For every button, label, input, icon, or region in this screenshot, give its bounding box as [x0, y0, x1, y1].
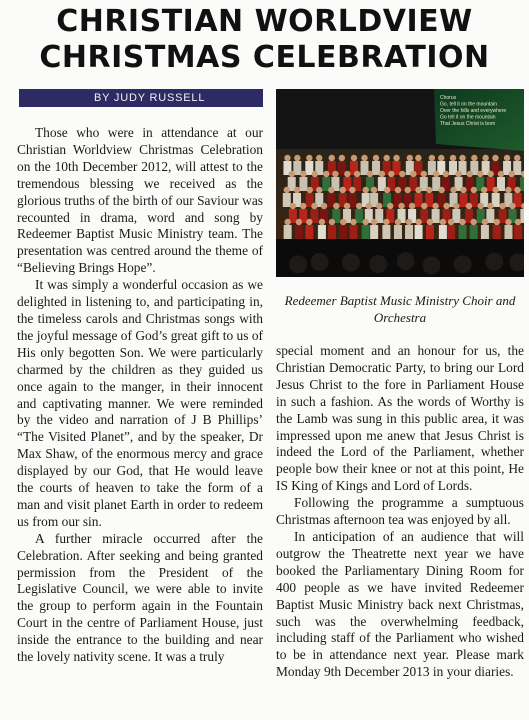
- paragraph-5: In anticipation of an audience that will outgrow the Theatrette next year we have booked the Parliamentary Dining Room for 400 people as we have invited Redeemer Baptist Music Ministry back next Christmas, such was the overwhelming feedback, including staff of the Parliament who wished to be in attendance next year. Please mark Monday 9th December 2013 in your diaries.: [276, 528, 524, 680]
- headline-line-2: CHRISTMAS CELEBRATION: [39, 40, 490, 75]
- paragraph-3-end: special moment and an honour for us, the Christian Democratic Party, to bring our Lord Jesus Christ to the fore in Parliament House in such a fashion. As the words of Worthy is the Lamb was sung in this public area, it was impressed upon me anew that Jesus Christ is indeed the Lord of the Parliament, whether people bow their knee or not at this point, He IS King of Kings and Lord of Lords.: [276, 343, 524, 494]
- screen-lyric-line: That Jesus Christ is born: [440, 121, 496, 127]
- photo-caption: Redeemer Baptist Music Ministry Choir and Orchestra: [284, 293, 516, 325]
- paragraph-2: It was simply a wonderful occasion as we delighted in listening to, and participating in, the timeless carols and Christmas songs with the joyful message of God’s great gift to us of His only begotten Son. We were particularly charmed by the children as they guided us once again to the manger, in their innocent and captivating manner. We were reminded by the video and narration of J B Phillips’ “The Visited Planet”, and by the speaker, Dr Max Shaw, of the enormous mercy and grace displayed by our God, that He would leave the courts of heaven to take the form of a man and visit planet Earth in order to redeem us from our sin.: [17, 277, 263, 529]
- paragraph-3-start: A further miracle occurred after the Celebration. After seeking and being granted permission from the President of the Legislative Council, we were able to invite the group to perform again in the Fountain Court in the centre of Parliament House, just inside the entrance to the building and near the lovely nativity scene. It was a truly: [17, 530, 263, 665]
- paragraph-1: Those who were in attendance at our Christian Worldview Christmas Celebration on the 10th December 2012, will attest to the tremendous blessing we received as the glorious truths of the birth of our Saviour was recounted in drama, word and song by Redeemer Baptist Music Ministry team. The presentation was centred around the theme of “Believing Brings Hope”.: [17, 125, 263, 276]
- byline-banner: BY JUDY RUSSELL: [19, 89, 263, 107]
- article-left-column: [17, 125, 263, 666]
- screen-lyric-line: Go, tell it on the mountain: [440, 101, 497, 108]
- headline-line-1: CHRISTIAN WORLDVIEW: [56, 4, 473, 39]
- screen-lyric-line: Chorus: [440, 95, 457, 101]
- paragraph-4: Following the programme a sumptuous Christmas afternoon tea was enjoyed by all.: [276, 495, 524, 528]
- choir-photo: [276, 89, 524, 277]
- screen-lyric-line: Over the hills and everywhere: [440, 108, 507, 114]
- choir-photo-graphic: [276, 89, 524, 277]
- article-right-column: [276, 343, 524, 681]
- screen-lyric-line: Go tell it on the mountain: [440, 114, 496, 121]
